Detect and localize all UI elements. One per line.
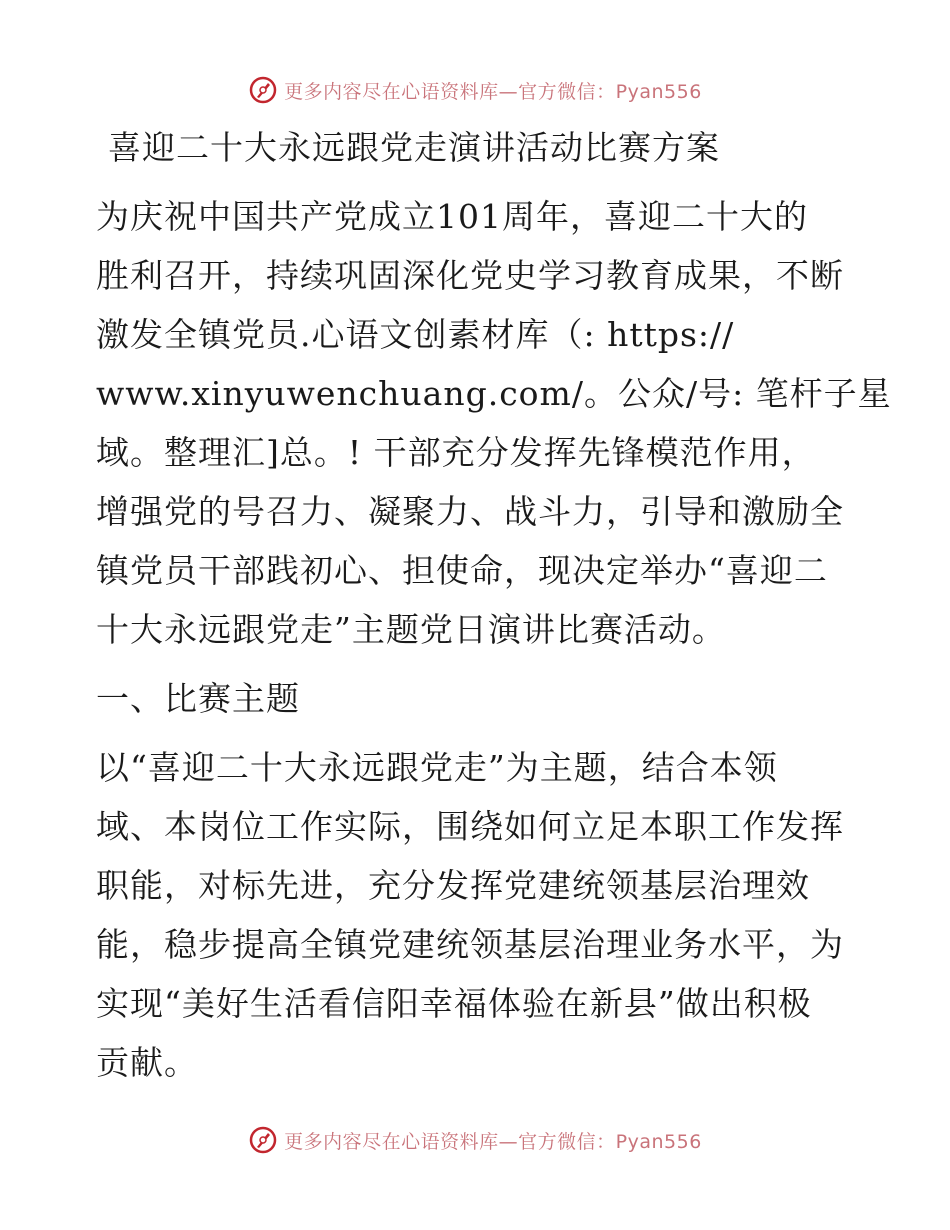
quill-logo-icon	[248, 75, 278, 105]
paragraph-line: 为庆祝中国共产党成立101周年，喜迎二十大的	[96, 197, 808, 236]
paragraph-line: 激发全镇党员.心语文创素材库（: https://	[96, 315, 735, 354]
document-title: 喜迎二十大永远跟党走演讲活动比赛方案	[108, 128, 720, 167]
paragraph-line: www.xinyuwenchuang.com/。公众/号: 笔杆子星	[96, 374, 892, 413]
section-heading: 一、比赛主题	[96, 679, 300, 718]
document-body	[96, 118, 892, 1092]
paragraph-line: 十大永远跟党走”主题党日演讲比赛活动。	[96, 610, 726, 649]
paragraph-line: 增强党的号召力、凝聚力、战斗力，引导和激励全	[96, 492, 844, 531]
paragraph-line: 职能，对标先进，充分发挥党建统领基层治理效	[96, 866, 810, 905]
paragraph-line: 胜利召开，持续巩固深化党史学习教育成果，不断	[96, 256, 844, 295]
paragraph-line: 以“喜迎二十大永远跟党走”为主题，结合本领	[96, 748, 778, 787]
quill-logo-icon	[248, 1125, 278, 1155]
watermark-text: 更多内容尽在心语资料库—官方微信：Pyan556	[284, 1130, 702, 1153]
paragraph-line: 镇党员干部践初心、担使命，现决定举办“喜迎二	[96, 551, 828, 590]
paragraph-line: 域。整理汇]总。! 干部充分发挥先锋模范作用，	[96, 433, 816, 472]
header-watermark	[0, 70, 950, 110]
footer-watermark	[0, 1120, 950, 1160]
paragraph-line: 贡献。	[96, 1043, 198, 1082]
watermark-text: 更多内容尽在心语资料库—官方微信：Pyan556	[284, 80, 702, 103]
paragraph-line: 实现“美好生活看信阳幸福体验在新县”做出积极	[96, 984, 812, 1023]
paragraph-line: 域、本岗位工作实际，围绕如何立足本职工作发挥	[96, 807, 844, 846]
paragraph-theme	[96, 738, 856, 1092]
paragraph-line: 能，稳步提高全镇党建统领基层治理业务水平，为	[96, 925, 844, 964]
paragraph-intro	[96, 187, 892, 659]
